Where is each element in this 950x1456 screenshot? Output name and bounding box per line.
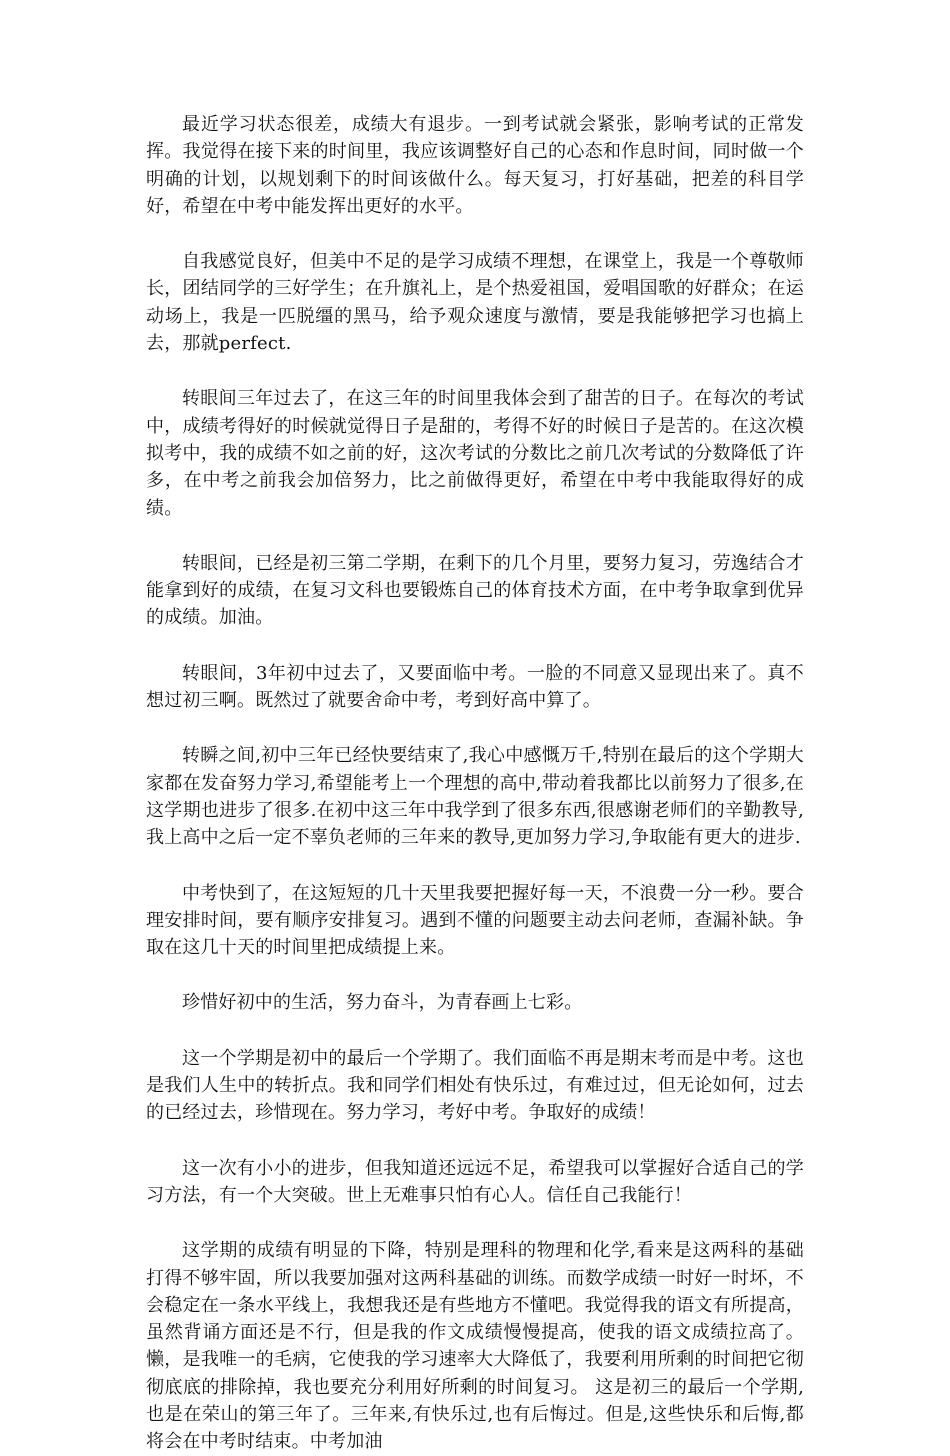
- paragraph: 转眼间三年过去了，在这三年的时间里我体会到了甜苦的日子。在每次的考试中，成绩考得好的时候就觉得日子是甜的，考得不好的时候日子是苦的。在这次模拟考中，我的成绩不如之前的好，这次考试的分数比之前几次考试的分数降低了许多，在中考之前我会加倍努力，比之前做得更好，希望在中考中我能取得好的成绩。: [146, 388, 804, 519]
- paragraph: 这学期的成绩有明显的下降，特别是理科的物理和化学,看来是这两科的基础打得不够牢固，所以我要加强对这两科基础的训练。而数学成绩一时好一时坏，不会稳定在一条水平线上，我想我还是有些地方不懂吧。我觉得我的语文有所提高，虽然背诵方面还是不行，但是我的作文成绩慢慢提高，使我的语文成绩拉高了。懒，是我唯一的毛病，它使我的学习速率大大降低了，我要利用所剩的时间把它彻彻底底的排除掉，我也要充分利用好所剩的时间复习。 这是初三的最后一个学期,也是在荣山的第三年了。三年来,有快乐过,也有后悔过。但是,这些快乐和后悔,都将会在中考时结束。中考加油: [146, 1240, 804, 1453]
- paragraph: 这一个学期是初中的最后一个学期了。我们面临不再是期末考而是中考。这也是我们人生中的转折点。我和同学们相处有快乐过，有难过过，但无论如何，过去的已经过去，珍惜现在。努力学习，考好中考。争取好的成绩！: [146, 1047, 804, 1124]
- paragraph: 转眼间，3年初中过去了，又要面临中考。一脸的不同意又显现出来了。真不想过初三啊。既然过了就要舍命中考，考到好高中算了。: [146, 662, 804, 712]
- paragraph: 中考快到了，在这短短的几十天里我要把握好每一天，不浪费一分一秒。要合理安排时间，要有顺序安排复习。遇到不懂的问题要主动去问老师，查漏补缺。争取在这几十天的时间里把成绩提上来。: [146, 882, 804, 959]
- paragraph: 珍惜好初中的生活，努力奋斗，为青春画上七彩。: [182, 992, 583, 1014]
- document-body: [146, 111, 804, 1456]
- paragraph: 转眼间，已经是初三第二学期，在剩下的几个月里，要努力复习，劳逸结合才能拿到好的成绩，在复习文科也要锻炼自己的体育技术方面，在中考争取拿到优异的成绩。加油。: [146, 552, 804, 629]
- paragraph: 最近学习状态很差，成绩大有退步。一到考试就会紧张，影响考试的正常发挥。我觉得在接下来的时间里，我应该调整好自己的心态和作息时间，同时做一个明确的计划，以规划剩下的时间该做什么。每天复习，打好基础，把差的科目学好，希望在中考中能发挥出更好的水平。: [146, 114, 804, 217]
- paragraph: 转瞬之间,初中三年已经快要结束了,我心中感慨万千,特别在最后的这个学期大家都在发奋努力学习,希望能考上一个理想的高中,带动着我都比以前努力了很多,在这学期也进步了很多.在初中这三年中我学到了很多东西,很感谢老师们的辛勤教导,我上高中之后一定不辜负老师的三年来的教导,更加努力学习,争取能有更大的进步.: [146, 745, 804, 849]
- paragraph: 这一次有小小的进步，但我知道还远远不足，希望我可以掌握好合适自己的学习方法，有一个大突破。世上无难事只怕有心人。信任自己我能行！: [146, 1157, 804, 1206]
- paragraph: 自我感觉良好，但美中不足的是学习成绩不理想，在课堂上，我是一个尊敬师长，团结同学的三好学生；在升旗礼上，是个热爱祖国，爱唱国歌的好群众；在运动场上，我是一匹脱缰的黑马，给予观众速度与激情，要是我能够把学习也搞上去，那就perfect.: [146, 251, 804, 355]
